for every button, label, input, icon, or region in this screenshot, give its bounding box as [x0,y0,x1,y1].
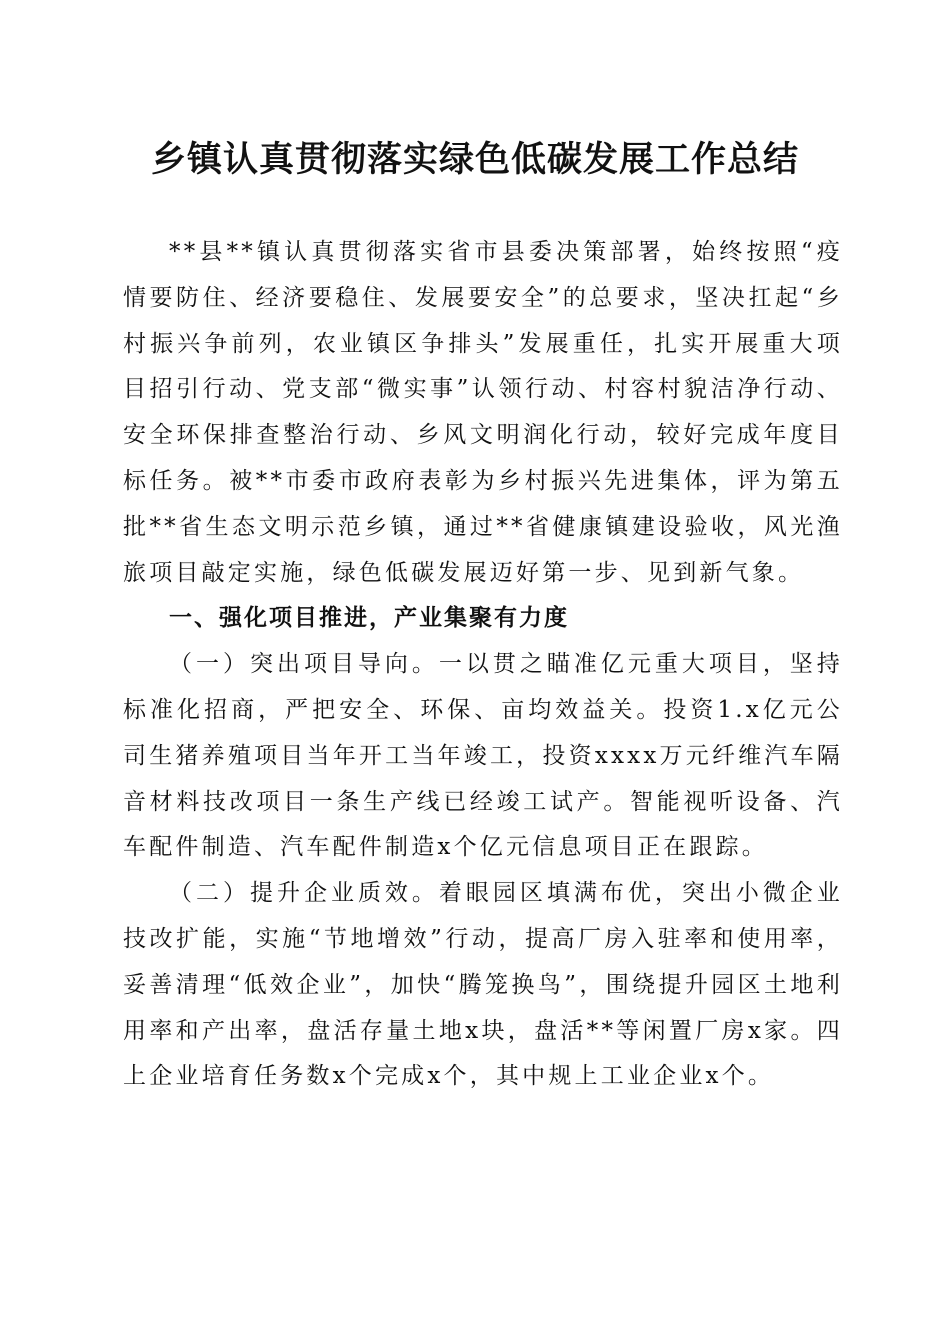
document-body [123,230,843,1100]
intro-paragraph: **县**镇认真贯彻落实省市县委决策部署，始终按照“疫情要防住、经济要稳住、发展要安全”的总要求，坚决扛起“乡村振兴争前列，农业镇区争排头”发展重任，扎实开展重大项目招引行动、党支部“微实事”认领行动、村容村貌洁净行动、安全环保排查整治行动、乡风文明润化行动，较好完成年度目标任务。被**市委市政府表彰为乡村振兴先进集体，评为第五批**省生态文明示范乡镇，通过**省健康镇建设验收，风光渔旅项目敲定实施，绿色低碳发展迈好第一步、见到新气象。 [123,239,843,586]
document-title: 乡镇认真贯彻落实绿色低碳发展工作总结 [150,139,799,180]
subsection-paragraph-1: （一）突出项目导向。一以贯之瞄准亿元重大项目，坚持标准化招商，严把安全、环保、亩均效益关。投资1.x亿元公司生猪养殖项目当年开工当年竣工，投资xxxx万元纤维汽车隔音材料技改项目一条生产线已经竣工试产。智能视听设备、汽车配件制造、汽车配件制造x个亿元信息项目正在跟踪。 [123,651,843,861]
section-heading-1: 一、强化项目推进，产业集聚有力度 [169,605,569,632]
subsection-paragraph-2: （二）提升企业质效。着眼园区填满布优，突出小微企业技改扩能，实施“节地增效”行动，提高厂房入驻率和使用率，妥善清理“低效企业”，加快“腾笼换鸟”，围绕提升园区土地利用率和产出率，盘活存量土地x块，盘活**等闲置厂房x家。四上企业培育任务数x个完成x个，其中规上工业企业x个。 [123,880,843,1090]
